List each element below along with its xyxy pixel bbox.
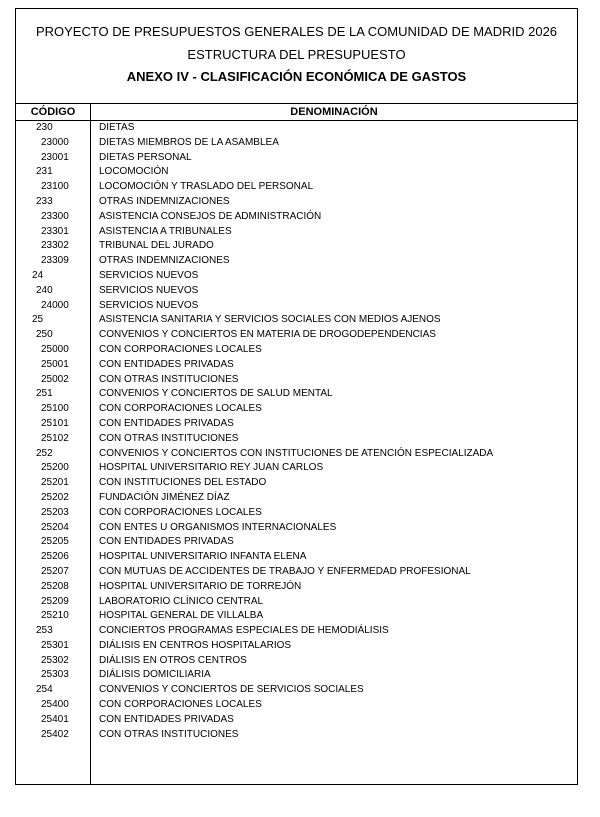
row-code: 25002 bbox=[41, 373, 69, 385]
row-name: CON CORPORACIONES LOCALES bbox=[99, 699, 262, 711]
row-name: CONVENIOS Y CONCIERTOS EN MATERIA DE DROGODEPENDENCIAS bbox=[99, 329, 436, 341]
table-row bbox=[16, 461, 577, 476]
table-row bbox=[16, 195, 577, 210]
row-name: CON CORPORACIONES LOCALES bbox=[99, 343, 262, 355]
row-code: 25206 bbox=[41, 551, 69, 563]
row-name: DIÁLISIS DOMICILIARIA bbox=[99, 669, 211, 681]
table-row bbox=[16, 269, 577, 284]
row-name: ASISTENCIA A TRIBUNALES bbox=[99, 225, 232, 237]
table-row bbox=[16, 402, 577, 417]
row-name: SERVICIOS NUEVOS bbox=[99, 284, 199, 296]
table-row bbox=[16, 328, 577, 343]
table-row bbox=[16, 284, 577, 299]
row-code: 25205 bbox=[41, 536, 69, 548]
row-code: 23001 bbox=[41, 151, 69, 163]
table-row bbox=[16, 299, 577, 314]
column-header-code: CÓDIGO bbox=[30, 106, 76, 118]
table-row bbox=[16, 521, 577, 536]
column-header-name: DENOMINACIÓN bbox=[290, 106, 378, 118]
row-code: 240 bbox=[36, 284, 53, 296]
row-code: 25102 bbox=[41, 432, 69, 444]
row-code: 25400 bbox=[41, 699, 69, 711]
table-row bbox=[16, 343, 577, 358]
row-code: 23302 bbox=[41, 240, 69, 252]
table-row bbox=[16, 698, 577, 713]
table-row bbox=[16, 580, 577, 595]
classification-table bbox=[16, 121, 577, 742]
table-row bbox=[16, 447, 577, 462]
table-row bbox=[16, 550, 577, 565]
row-code: 25303 bbox=[41, 669, 69, 681]
row-code: 24 bbox=[32, 269, 44, 281]
row-name: HOSPITAL UNIVERSITARIO REY JUAN CARLOS bbox=[99, 462, 324, 474]
row-code: 25001 bbox=[41, 358, 69, 370]
table-row bbox=[16, 624, 577, 639]
row-code: 25207 bbox=[41, 565, 69, 577]
row-name: CON MUTUAS DE ACCIDENTES DE TRABAJO Y ENFERMEDAD PROFESIONAL bbox=[99, 565, 471, 577]
table-row bbox=[16, 565, 577, 580]
table-row bbox=[16, 595, 577, 610]
row-code: 25210 bbox=[41, 610, 69, 622]
row-code: 25201 bbox=[41, 477, 69, 489]
row-code: 23300 bbox=[41, 210, 69, 222]
row-code: 250 bbox=[36, 329, 53, 341]
table-row bbox=[16, 225, 577, 240]
row-name: CON INSTITUCIONES DEL ESTADO bbox=[99, 477, 267, 489]
row-name: LABORATORIO CLÍNICO CENTRAL bbox=[99, 595, 264, 607]
row-name: DIETAS MIEMBROS DE LA ASAMBLEA bbox=[99, 136, 279, 148]
row-code: 25 bbox=[32, 314, 44, 326]
document-title: PROYECTO DE PRESUPUESTOS GENERALES DE LA COMUNIDAD DE MADRID 2026 bbox=[35, 24, 558, 39]
table-row bbox=[16, 313, 577, 328]
table-row bbox=[16, 210, 577, 225]
row-name: ASISTENCIA CONSEJOS DE ADMINISTRACIÓN bbox=[99, 210, 322, 222]
table-row bbox=[16, 136, 577, 151]
row-code: 23309 bbox=[41, 255, 69, 267]
row-code: 251 bbox=[36, 388, 53, 400]
row-name: DIETAS PERSONAL bbox=[99, 151, 192, 163]
row-name: LOCOMOCIÓN Y TRASLADO DEL PERSONAL bbox=[99, 181, 314, 193]
row-name: CON ENTIDADES PRIVADAS bbox=[99, 358, 234, 370]
row-code: 25101 bbox=[41, 417, 69, 429]
row-name: CON CORPORACIONES LOCALES bbox=[99, 403, 262, 415]
table-row bbox=[16, 180, 577, 195]
row-code: 25203 bbox=[41, 506, 69, 518]
row-code: 25204 bbox=[41, 521, 69, 533]
table-row bbox=[16, 254, 577, 269]
row-code: 254 bbox=[36, 684, 53, 696]
table-row bbox=[16, 476, 577, 491]
row-code: 25208 bbox=[41, 580, 69, 592]
row-name: CONVENIOS Y CONCIERTOS DE SERVICIOS SOCIALES bbox=[99, 684, 364, 696]
row-code: 23301 bbox=[41, 225, 69, 237]
row-code: 231 bbox=[36, 166, 53, 178]
row-code: 25401 bbox=[41, 713, 69, 725]
table-row bbox=[16, 151, 577, 166]
row-name: CON OTRAS INSTITUCIONES bbox=[99, 432, 239, 444]
row-name: HOSPITAL UNIVERSITARIO DE TORREJÓN bbox=[99, 580, 302, 592]
row-name: CONVENIOS Y CONCIERTOS DE SALUD MENTAL bbox=[99, 388, 333, 400]
document-frame bbox=[15, 8, 578, 785]
row-name: CON ENTIDADES PRIVADAS bbox=[99, 713, 234, 725]
table-row bbox=[16, 417, 577, 432]
table-row bbox=[16, 609, 577, 624]
row-name: CON ENTES U ORGANISMOS INTERNACIONALES bbox=[99, 521, 337, 533]
row-name: HOSPITAL UNIVERSITARIO INFANTA ELENA bbox=[99, 551, 307, 563]
row-name: OTRAS INDEMNIZACIONES bbox=[99, 195, 230, 207]
table-row bbox=[16, 239, 577, 254]
row-name: CON OTRAS INSTITUCIONES bbox=[99, 373, 239, 385]
row-name: TRIBUNAL DEL JURADO bbox=[99, 240, 214, 252]
row-code: 230 bbox=[36, 122, 53, 133]
document-subtitle: ESTRUCTURA DEL PRESUPUESTO bbox=[187, 47, 406, 62]
row-name: SERVICIOS NUEVOS bbox=[99, 269, 199, 281]
table-row bbox=[16, 639, 577, 654]
table-row bbox=[16, 491, 577, 506]
row-code: 25302 bbox=[41, 654, 69, 666]
row-code: 25301 bbox=[41, 639, 69, 651]
table-row bbox=[16, 728, 577, 743]
row-code: 25100 bbox=[41, 403, 69, 415]
row-name: OTRAS INDEMNIZACIONES bbox=[99, 255, 230, 267]
table-row bbox=[16, 654, 577, 669]
row-name: SERVICIOS NUEVOS bbox=[99, 299, 199, 311]
row-name: DIÁLISIS EN OTROS CENTROS bbox=[99, 654, 247, 666]
row-name: CONCIERTOS PROGRAMAS ESPECIALES DE HEMODIÁLISIS bbox=[99, 625, 389, 637]
row-name: DIETAS bbox=[99, 122, 135, 133]
row-name: ASISTENCIA SANITARIA Y SERVICIOS SOCIALES CON MEDIOS AJENOS bbox=[99, 314, 441, 326]
row-code: 23000 bbox=[41, 136, 69, 148]
row-code: 25209 bbox=[41, 595, 69, 607]
row-name: FUNDACIÓN JIMÉNEZ DÍAZ bbox=[99, 491, 230, 503]
table-row bbox=[16, 358, 577, 373]
row-name: CON OTRAS INSTITUCIONES bbox=[99, 728, 239, 740]
annex-title: ANEXO IV - CLASIFICACIÓN ECONÓMICA DE GASTOS bbox=[126, 69, 467, 84]
row-name: HOSPITAL GENERAL DE VILLALBA bbox=[99, 610, 264, 622]
row-code: 252 bbox=[36, 447, 53, 459]
table-row bbox=[16, 668, 577, 683]
table-row bbox=[16, 535, 577, 550]
row-name: CON CORPORACIONES LOCALES bbox=[99, 506, 262, 518]
row-name: CON ENTIDADES PRIVADAS bbox=[99, 536, 234, 548]
row-name: LOCOMOCIÓN bbox=[99, 166, 169, 178]
row-code: 253 bbox=[36, 625, 53, 637]
row-name: CON ENTIDADES PRIVADAS bbox=[99, 417, 234, 429]
row-name: DIÁLISIS EN CENTROS HOSPITALARIOS bbox=[99, 639, 292, 651]
table-row bbox=[16, 432, 577, 447]
table-row bbox=[16, 165, 577, 180]
table-row bbox=[16, 121, 577, 136]
row-code: 25202 bbox=[41, 491, 69, 503]
row-code: 23100 bbox=[41, 181, 69, 193]
table-row bbox=[16, 373, 577, 388]
row-code: 25200 bbox=[41, 462, 69, 474]
table-row bbox=[16, 713, 577, 728]
document-header bbox=[16, 9, 577, 103]
table-row bbox=[16, 683, 577, 698]
row-code: 24000 bbox=[41, 299, 69, 311]
table-row bbox=[16, 506, 577, 521]
row-name: CONVENIOS Y CONCIERTOS CON INSTITUCIONES DE ATENCIÓN ESPECIALIZADA bbox=[99, 447, 494, 459]
row-code: 233 bbox=[36, 195, 53, 207]
table-row bbox=[16, 387, 577, 402]
row-code: 25000 bbox=[41, 343, 69, 355]
row-code: 25402 bbox=[41, 728, 69, 740]
